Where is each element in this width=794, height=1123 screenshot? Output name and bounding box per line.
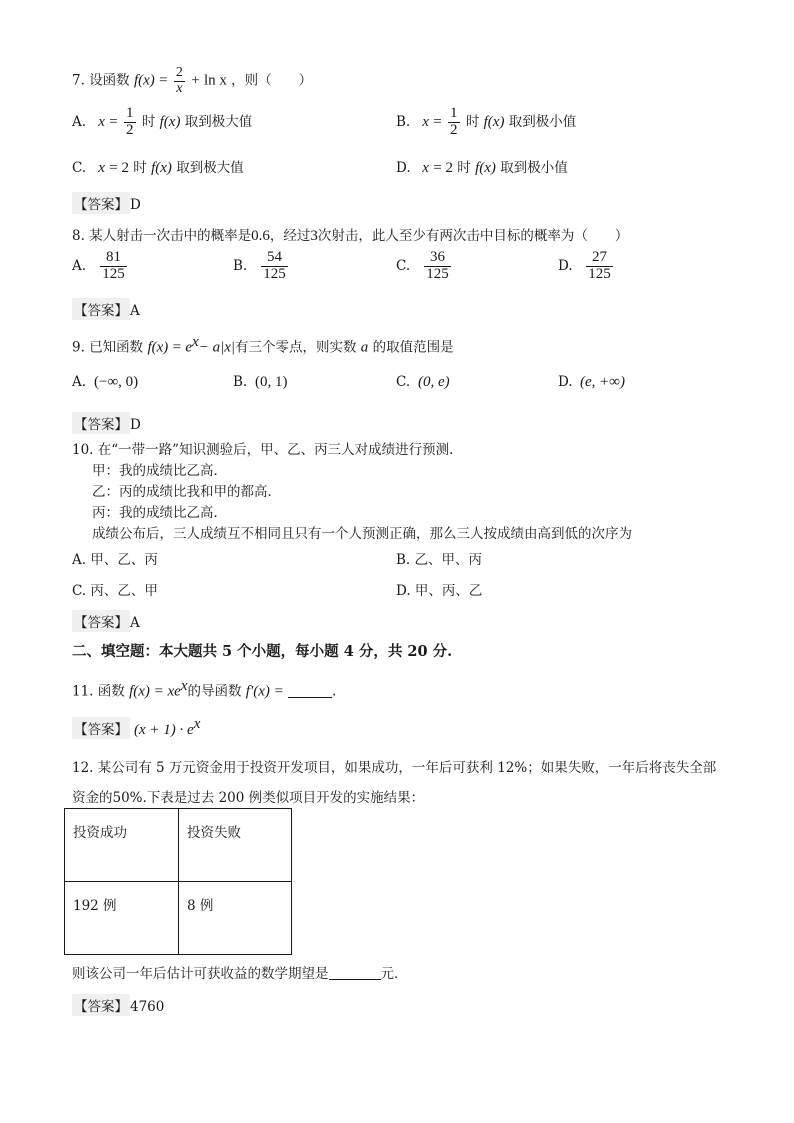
q8-a-letter: A. <box>72 257 87 274</box>
q9-rest: − a|x| <box>198 339 235 356</box>
q9-number: 9. <box>72 339 85 356</box>
q8-option-d <box>558 250 615 283</box>
q10-statement-bing: 丙：我的成绩比乙高． <box>92 505 227 521</box>
q9-option-c <box>396 374 450 391</box>
q8-d-frac <box>586 250 613 283</box>
q11-answer-sup: x <box>193 716 201 732</box>
q12-answer-value: 4760 <box>130 999 165 1015</box>
q7-text: 设函数 <box>89 72 130 89</box>
q7-option-d <box>396 156 568 177</box>
q7-a-var: x <box>98 113 105 130</box>
q8-d-den: 125 <box>588 265 611 282</box>
q9-c-val: (0, e) <box>418 374 450 390</box>
q7-a-den: 2 <box>126 121 134 138</box>
q7-c-fx: f(x) <box>151 160 172 176</box>
q9-stem <box>72 334 454 357</box>
q9-answer-tag: 【答案】 <box>72 412 130 434</box>
q9-text: 已知函数 <box>89 339 144 356</box>
q12-question-text: 则该公司一年后估计可获收益的数学期望是 <box>72 966 329 982</box>
q7-option-a <box>72 106 252 139</box>
q11-fx: f(x) = xe <box>129 683 181 700</box>
q8-text2: ，经过 <box>269 228 311 244</box>
table-row <box>65 809 292 882</box>
q11-sup: x <box>180 678 188 694</box>
q11-post: . <box>332 683 337 700</box>
q9-d-val: (e, +∞) <box>580 374 625 390</box>
q9-b-letter: B. <box>233 374 248 390</box>
q8-a-num: 81 <box>100 250 127 267</box>
q9-a-letter: A. <box>72 374 87 390</box>
q7-c-var: x <box>98 160 105 176</box>
q9-option-a <box>72 374 138 391</box>
q7-frac-num: 2 <box>175 65 183 80</box>
q9-post2: 的取值范围是 <box>372 339 454 356</box>
q8-answer-tag: 【答案】 <box>72 298 130 320</box>
q10-option-b: B. 乙、甲、丙 <box>396 552 483 568</box>
q9-a-val: (−∞, 0) <box>94 374 139 390</box>
q7-eq: = <box>159 72 168 89</box>
q7-d-tail: 取到极小值 <box>500 160 568 176</box>
q7-b-num: 1 <box>450 105 458 121</box>
q7-d-fx: f(x) <box>475 160 496 176</box>
q8-probability: 0.6 <box>251 228 270 244</box>
q7-a-frac <box>124 106 136 139</box>
q7-d-mid: 时 <box>457 160 471 176</box>
q10-option-c: C. 丙、乙、甲 <box>72 583 158 599</box>
q7-ln: ln x <box>203 72 227 89</box>
q12-stem-line2: 资金的50%.下表是过去 200 例类似项目开发的实施结果： <box>72 790 425 806</box>
q8-b-den: 125 <box>263 265 286 282</box>
q7-b-den: 2 <box>450 121 458 138</box>
q8-text3: 次射击，此人至少有两次击中目标的概率为（ ） <box>317 228 629 244</box>
q8-c-frac <box>424 250 451 283</box>
q7-c-letter: C. <box>72 160 87 176</box>
q12-question <box>72 962 408 982</box>
q7-frac-den: x <box>176 80 183 96</box>
q8-b-frac <box>261 250 288 283</box>
q12-answer <box>72 994 164 1016</box>
q12-question-post: 元． <box>380 966 408 982</box>
q11-mid: 的导函数 <box>187 683 242 700</box>
q8-c-num: 36 <box>424 250 451 267</box>
q11-stem <box>72 678 336 701</box>
q7-post: ，则（ ） <box>231 72 313 89</box>
table-cell-success-count: 192 例 <box>65 882 179 955</box>
q8-a-den: 125 <box>102 265 125 282</box>
q8-d-num: 27 <box>586 250 613 267</box>
q7-a-mid: 时 <box>141 113 156 130</box>
q8-b-num: 54 <box>261 250 288 267</box>
q8-d-letter: D. <box>558 257 573 274</box>
q7-number: 7. <box>72 72 85 89</box>
q7-c-eq: = 2 <box>109 160 129 176</box>
q10-statement-yi: 乙：丙的成绩比我和甲的都高． <box>92 484 281 500</box>
q8-option-b <box>233 250 290 283</box>
q9-option-b <box>233 374 288 391</box>
q12-stem-line1: 12. 某公司有 5 万元资金用于投资开发项目，如果成功，一年后可获利 12%；如果失败，一年后将丧失全部 <box>72 760 717 776</box>
q7-a-fx: f(x) <box>159 113 181 130</box>
q11-fprime: f′(x) = <box>245 683 284 700</box>
q7-answer <box>72 192 141 214</box>
table-header-failure: 投资失败 <box>179 809 292 882</box>
q8-option-a <box>72 250 129 283</box>
q8-a-frac <box>100 250 127 283</box>
q8-answer <box>72 298 140 320</box>
q7-a-num: 1 <box>126 105 134 121</box>
q8-c-den: 125 <box>426 265 449 282</box>
q9-option-d <box>558 374 625 391</box>
q12-results-table <box>64 808 292 955</box>
q7-b-mid: 时 <box>465 113 480 130</box>
q7-b-eq: = <box>433 113 442 130</box>
q11-blank[interactable] <box>288 683 332 698</box>
q10-answer-tag: 【答案】 <box>72 610 130 632</box>
q7-fraction <box>174 66 185 96</box>
q12-answer-tag: 【答案】 <box>72 994 130 1016</box>
q9-e: e <box>185 339 193 356</box>
q7-d-letter: D. <box>396 160 411 176</box>
q7-b-tail: 取到极小值 <box>508 113 577 130</box>
q9-b-val: (0, 1) <box>255 374 288 390</box>
q8-shots: 3 <box>310 228 318 244</box>
q10-answer-value: A <box>130 615 140 631</box>
q9-fx: f(x) <box>147 339 169 356</box>
q7-b-frac <box>448 106 460 139</box>
q9-d-letter: D. <box>558 374 573 390</box>
q9-answer-value: D <box>130 417 141 433</box>
q9-answer <box>72 412 141 434</box>
q9-sup: x <box>192 334 199 350</box>
q9-a: a <box>360 339 369 356</box>
q7-answer-tag: 【答案】 <box>72 192 130 214</box>
q7-d-var: x <box>422 160 429 176</box>
q12-blank[interactable] <box>329 965 381 980</box>
q11-answer-tag: 【答案】 <box>72 717 130 739</box>
section-heading: 二、填空题：本大题共 5 个小题，每小题 4 分，共 20 分. <box>72 643 453 660</box>
q7-answer-value: D <box>130 197 141 213</box>
q10-option-d: D. 甲、丙、乙 <box>396 583 483 599</box>
q8-stem <box>72 224 628 245</box>
q7-c-mid: 时 <box>133 160 147 176</box>
q8-answer-value: A <box>130 303 140 319</box>
q7-d-eq: = 2 <box>433 160 453 176</box>
q11-answer <box>72 716 200 739</box>
q7-fx: f(x) <box>133 72 155 89</box>
table-row <box>65 882 292 955</box>
q8-c-letter: C. <box>396 257 411 274</box>
table-header-success: 投资成功 <box>65 809 179 882</box>
q9-eq: = <box>172 339 182 356</box>
table-cell-failure-count: 8 例 <box>179 882 292 955</box>
q10-option-a: A. 甲、乙、丙 <box>72 552 158 568</box>
q8-text: 8. 某人射击一次击中的概率是 <box>72 228 252 244</box>
q7-a-tail: 取到极大值 <box>184 113 253 130</box>
q7-a-letter: A. <box>72 113 87 130</box>
q10-stem: 10. 在“一带一路”知识测验后，甲、乙、丙三人对成绩进行预测． <box>72 442 463 458</box>
q7-b-letter: B. <box>396 113 411 130</box>
q9-post: 有三个零点，则实数 <box>235 339 357 356</box>
q8-option-c <box>396 250 453 283</box>
q9-c-letter: C. <box>396 374 411 390</box>
q7-c-tail: 取到极大值 <box>176 160 244 176</box>
q7-a-eq: = <box>109 113 118 130</box>
q7-b-fx: f(x) <box>483 113 505 130</box>
q10-statement-jia: 甲：我的成绩比乙高． <box>92 463 227 479</box>
q7-option-c <box>72 156 244 177</box>
q7-b-var: x <box>422 113 429 130</box>
q7-stem <box>72 66 312 96</box>
q10-answer <box>72 610 140 632</box>
q11-answer-value: (x + 1) · e <box>134 721 194 738</box>
q7-plus: + <box>191 72 200 89</box>
q7-option-b <box>396 106 576 139</box>
q11-text: 11. 函数 <box>72 683 125 700</box>
q10-question: 成绩公布后，三人成绩互不相同且只有一个人预测正确，那么三人按成绩由高到低的次序为 <box>92 526 632 542</box>
q8-b-letter: B. <box>233 257 248 274</box>
